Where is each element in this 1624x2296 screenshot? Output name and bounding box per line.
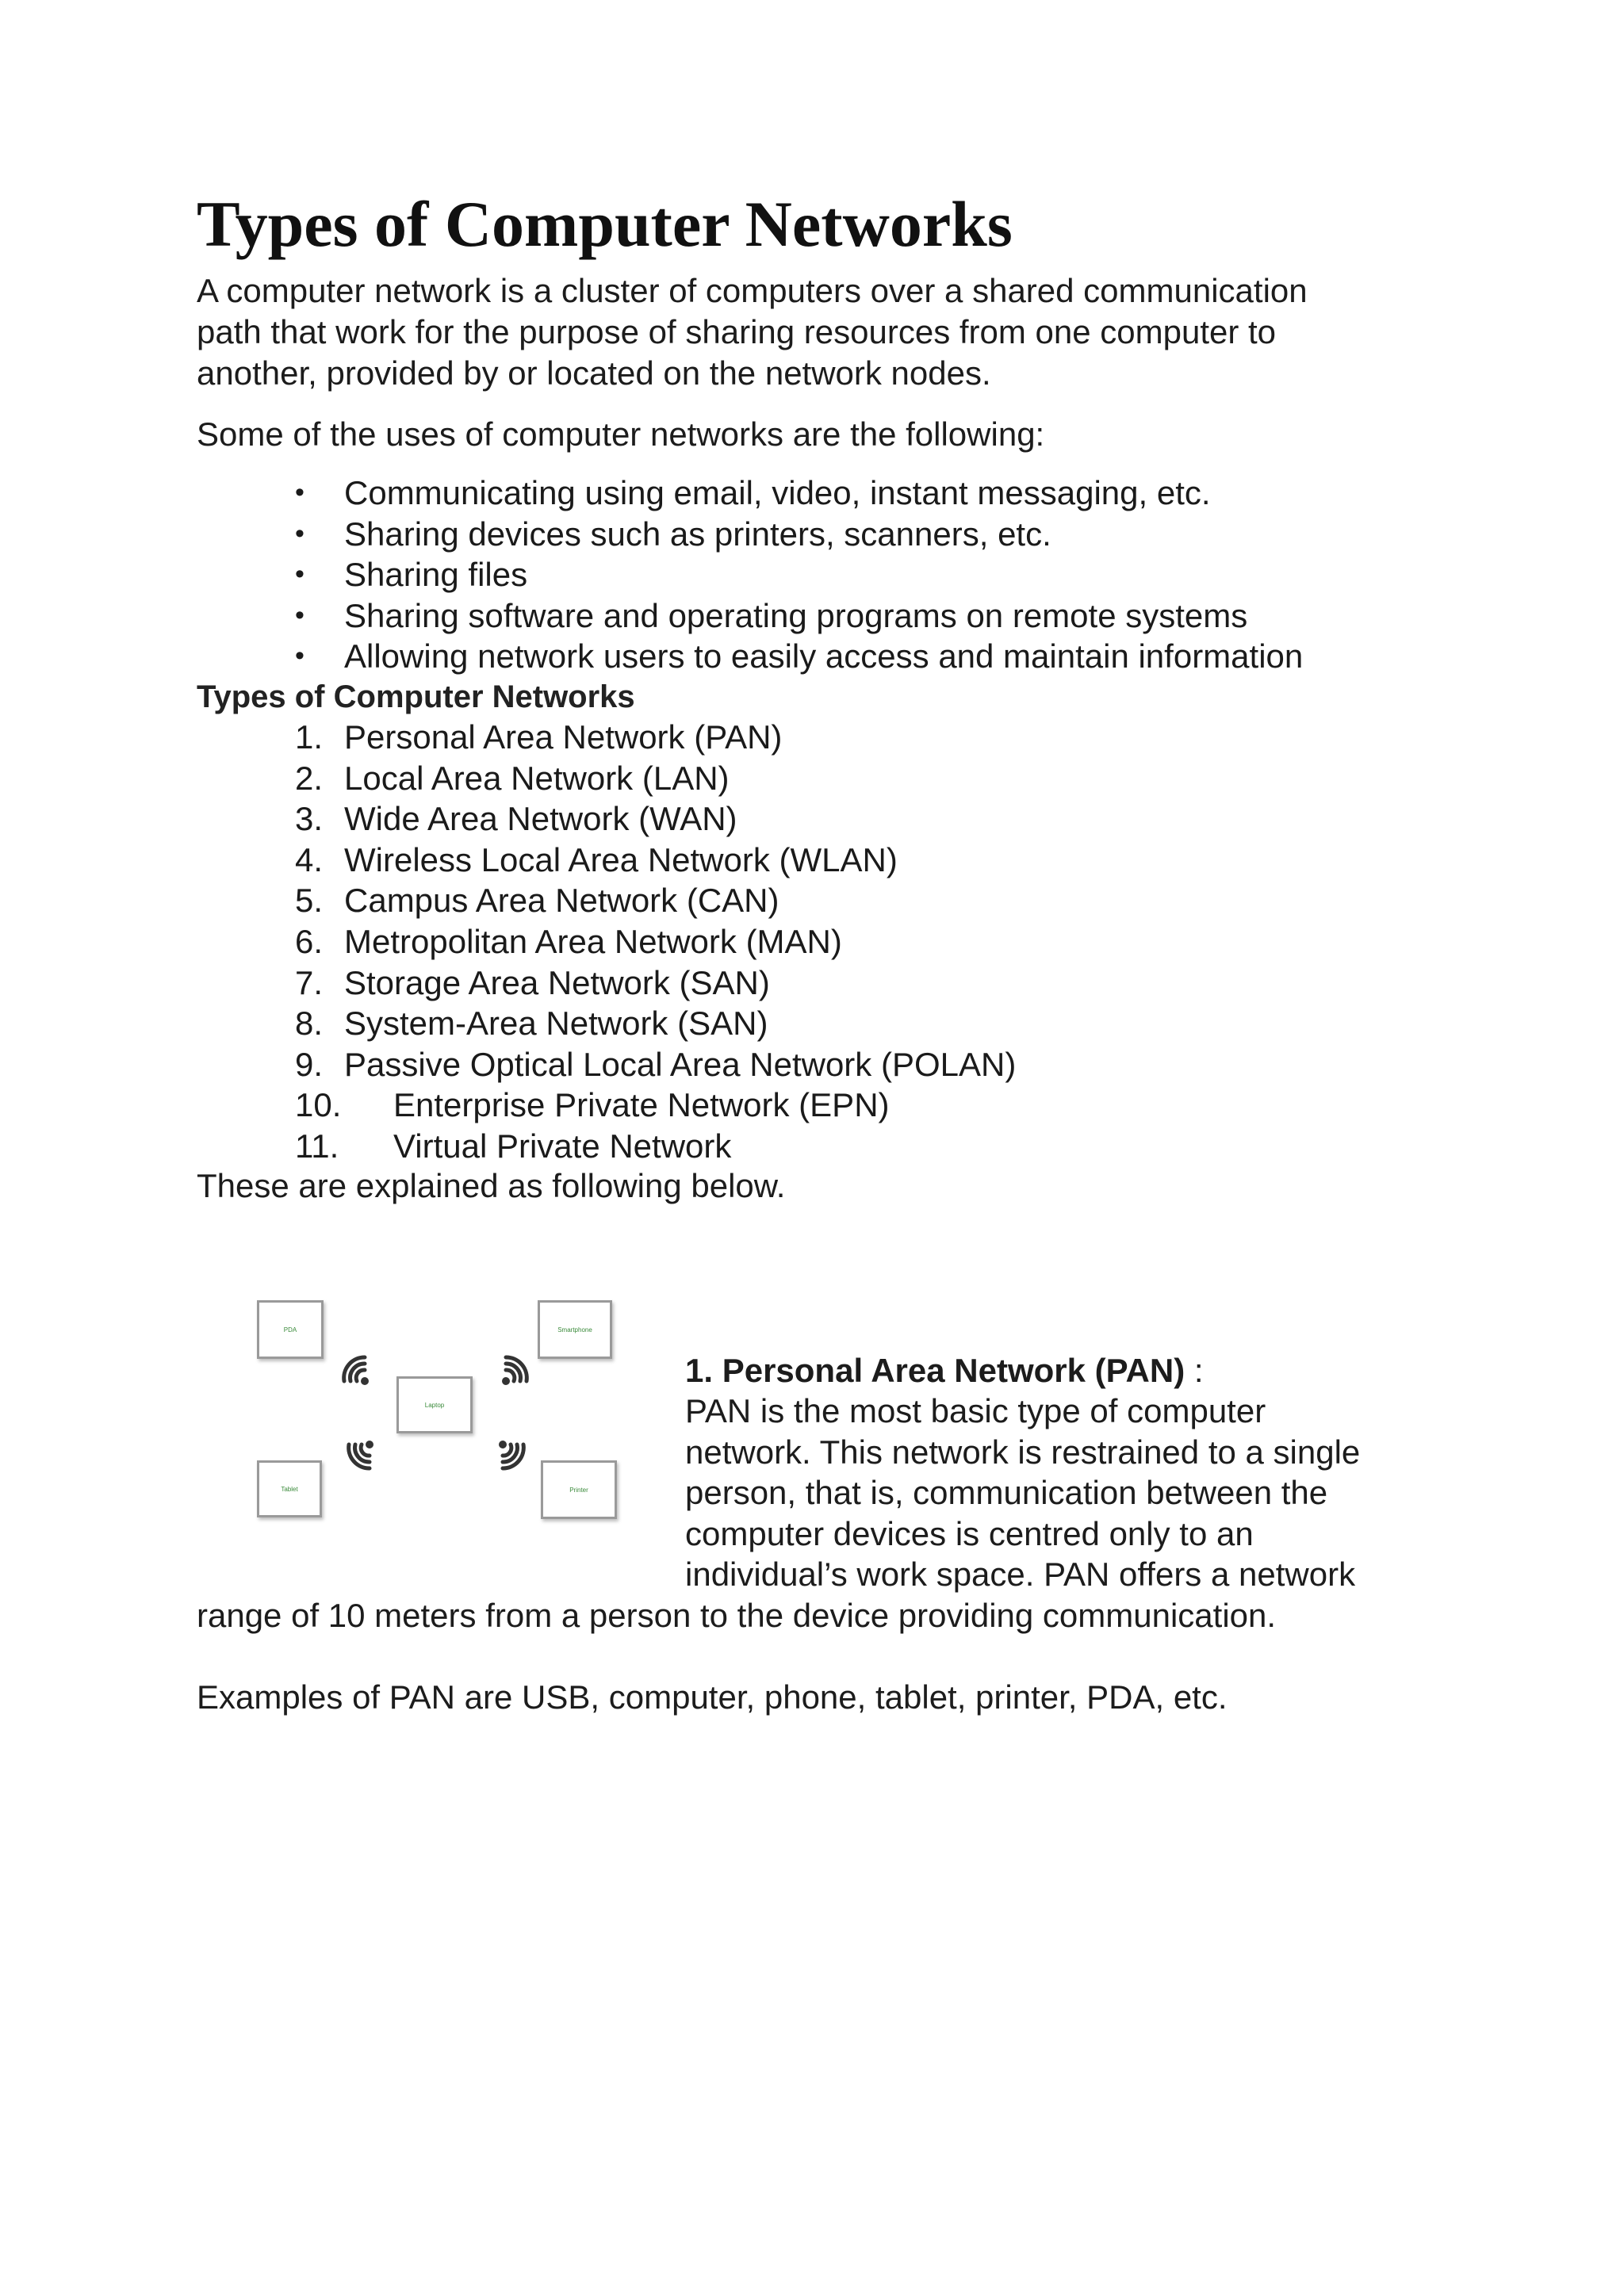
bullet-icon: • bbox=[295, 477, 304, 507]
list-item-text: Storage Area Network (SAN) bbox=[344, 963, 770, 1001]
pan-heading-suffix: : bbox=[1185, 1352, 1204, 1389]
list-item-text: Passive Optical Local Area Network (POLAN) bbox=[344, 1045, 1017, 1083]
diagram-node-printer: Printer bbox=[541, 1460, 617, 1519]
list-item-text: Allowing network users to easily access and maintain information bbox=[344, 637, 1304, 675]
list-number: 4. bbox=[295, 840, 324, 878]
pan-line-3: person, that is, communication between the bbox=[685, 1474, 1328, 1511]
wifi-signal-icon bbox=[481, 1437, 528, 1484]
list-item-text: Sharing devices such as printers, scanners, etc. bbox=[344, 515, 1051, 553]
wifi-signal-icon bbox=[484, 1341, 531, 1389]
types-heading: Types of Computer Networks bbox=[197, 679, 635, 714]
list-item-text: System-Area Network (SAN) bbox=[344, 1004, 768, 1043]
bullet-icon: • bbox=[295, 518, 304, 549]
list-item-text: Sharing files bbox=[344, 556, 528, 593]
list-item-text: Metropolitan Area Network (MAN) bbox=[344, 922, 842, 960]
list-item-text: Wireless Local Area Network (WLAN) bbox=[344, 840, 898, 878]
list-number: 11. bbox=[295, 1127, 339, 1165]
uses-heading: Some of the uses of computer networks are the following: bbox=[197, 415, 1045, 453]
pan-examples: Examples of PAN are USB, computer, phone, tablet, printer, PDA, etc. bbox=[197, 1678, 1228, 1716]
intro-line-3: another, provided by or located on the network nodes. bbox=[197, 354, 991, 392]
pan-diagram bbox=[238, 1284, 650, 1546]
list-item-text: Personal Area Network (PAN) bbox=[344, 718, 783, 756]
list-number: 1. bbox=[295, 718, 324, 756]
list-item-text: Virtual Private Network bbox=[393, 1127, 732, 1165]
pan-heading-text: 1. Personal Area Network (PAN) bbox=[685, 1352, 1185, 1389]
explained-line: These are explained as following below. bbox=[197, 1167, 786, 1204]
diagram-node-smartphone: Smartphone bbox=[538, 1300, 612, 1359]
list-item-text: Enterprise Private Network (EPN) bbox=[393, 1086, 890, 1124]
list-item-text: Local Area Network (LAN) bbox=[344, 759, 730, 797]
bullet-icon: • bbox=[295, 599, 304, 630]
list-number: 3. bbox=[295, 800, 324, 838]
list-number: 5. bbox=[295, 882, 324, 920]
list-number: 2. bbox=[295, 759, 324, 797]
diagram-node-tablet: Tablet bbox=[257, 1460, 322, 1517]
page-title: Types of Computer Networks bbox=[197, 188, 1013, 260]
wifi-signal-icon bbox=[339, 1341, 387, 1389]
list-number: 10. bbox=[295, 1086, 342, 1124]
diagram-node-pda: PDA bbox=[257, 1300, 324, 1359]
list-number: 8. bbox=[295, 1004, 324, 1043]
pan-line-4: computer devices is centred only to an bbox=[685, 1515, 1254, 1552]
list-item-text: Sharing software and operating programs on remote systems bbox=[344, 596, 1248, 634]
list-number: 9. bbox=[295, 1045, 324, 1083]
list-item-text: Wide Area Network (WAN) bbox=[344, 800, 737, 838]
list-number: 7. bbox=[295, 963, 324, 1001]
pan-heading bbox=[685, 1350, 1204, 1391]
diagram-node-laptop: Laptop bbox=[396, 1376, 473, 1433]
wifi-signal-icon bbox=[344, 1437, 392, 1484]
pan-line-5: individual’s work space. PAN offers a network bbox=[685, 1556, 1356, 1593]
intro-line-1: A computer network is a cluster of computers over a shared communication bbox=[197, 272, 1308, 309]
list-number: 6. bbox=[295, 922, 324, 960]
list-item-text: Campus Area Network (CAN) bbox=[344, 882, 779, 920]
pan-continuation: range of 10 meters from a person to the device providing communication. bbox=[197, 1597, 1277, 1634]
pan-line-2: network. This network is restrained to a single bbox=[685, 1433, 1361, 1471]
intro-line-2: path that work for the purpose of sharing resources from one computer to bbox=[197, 313, 1277, 350]
pan-line-1: PAN is the most basic type of computer bbox=[685, 1392, 1266, 1429]
bullet-icon: • bbox=[295, 641, 304, 671]
bullet-icon: • bbox=[295, 559, 304, 589]
list-item-text: Communicating using email, video, instant messaging, etc. bbox=[344, 474, 1211, 511]
